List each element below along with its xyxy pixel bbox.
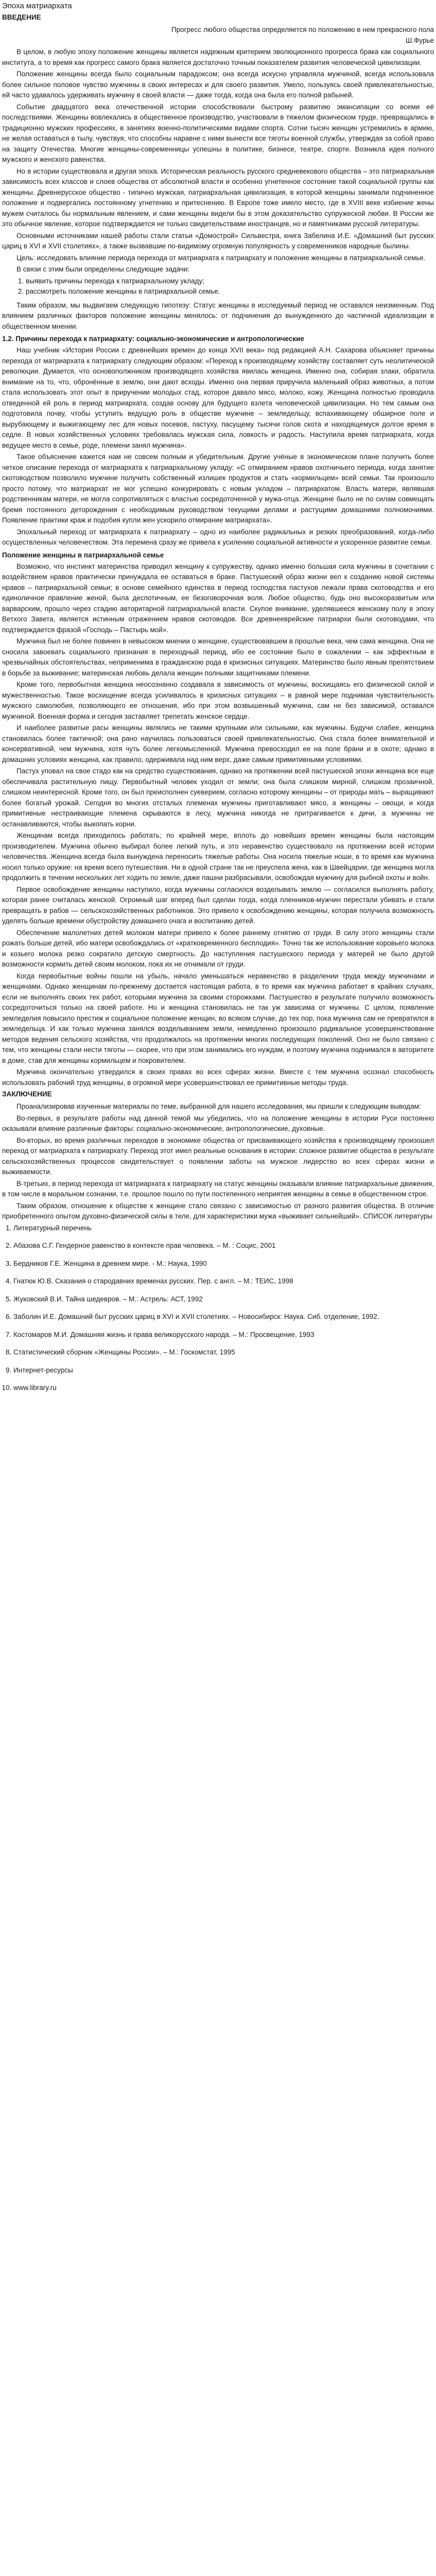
intro-paragraph: Но в истории существовала и другая эпоха. Историческая реальность русского средневекового общества – это патриархальная зависимость всех классов и слоев общества от абсолютной власти и особенно угнетенное состояние такой социальной группы как женщины. Древнерусское общество - типично мужская, патриархальная цивилизация, в которой женщины занимали подчиненное положение и подвергались постоянному угнетению и притеснению. В Европе тоже имело место, где в XVIII веке избиение жены мужем считалось бы нормальным явлением, и сами женщины видели бы в этом доказательство супружеской любви. В России же это обычное явление, которое подтверждается не только свидетельствами иностранцев, но и памятниками русской литературы.	[2, 167, 434, 228]
section-paragraph: Первое освобождение женщины наступило, когда мужчины согласился возделывать землю — согласился выполнять работу, которая ранее считалась женской. Огромный шаг вперед был сделан тогда, когда пленников-мужчин перестали убивать и стали превращать в рабов — сельскохозяйственных работников. Это привело к освобождению женщины, которая получила возможность уделять больше времени обустройству домашнего очага и воспитанию детей.	[2, 885, 434, 925]
section-heading: Положение женщины в патриархальной семье	[2, 551, 164, 559]
list-item: 1. выявить причины перехода к патриархальному укладу;	[26, 276, 434, 287]
conclusion-paragraph: Проанализировав изученные материалы по теме, выбранной для нашего исследования, мы пришли к следующим выводам:	[16, 1103, 421, 1110]
conclusion-paragraph: Во-первых, в результате работы над данной темой мы убедились, что на положение женщины в истории Руси постоянно оказывали влияние различные факторы: социально-экономические, антропологические, духовные.	[2, 1114, 434, 1132]
section-paragraph: Когда первобытные войны пошли на убыль, начало уменьшаться неравенство в разделении труда между мужчинами и женщинами. Однако женщинам по-прежнему достается настоящая работа, в то время как мужчина работает в крайних случаях, если не выполнять своих тех работ, которыми мужчина за своими сторожками. Пастушество в результате получило возможность сосредоточиться только на своей работе. Но и женщина становилась не так уж зависима от мужчины. С целом, появление земледелия повысило престиж и социальное положение женщин, во всяком случае, до тех пор, пока мужчина сам не превратился в земледельца. И как только мужчина занялся возделыванием земли, немедленно произошло радикальное усовершенствование методов ведения сельского хозяйства, что продолжалось на протяжении многих последующих поколений. Оно не было связано с тем, что женщины стали нести тяготы — скорее, что при этом занимались его нуждам, и поэтому мужчина поднимался в авторитете в доме, став для женщины кормильцем и покровителем.	[2, 972, 434, 1064]
reference-item: 1. Литературный перечень	[13, 1223, 434, 1234]
intro-section	[2, 12, 434, 332]
page-title: Эпоха матриархата	[2, 2, 72, 10]
list-item: 2. рассмотреть положение женщины в патриархальной семье.	[26, 286, 434, 297]
reference-item: 8. Статистический сборник «Женщины России». – М.: Госкомстат, 1995	[13, 1347, 434, 1358]
intro-paragraph: В целом, в любую эпоху положение женщины является надежным критерием эволюционного прогресса брака как социального института, а то время как прогресс самого брака является достаточно точным показателем развития человеческой цивилизации.	[2, 48, 434, 66]
section-paragraph: Женщинам всегда приходилось работать; по крайней мере, вплоть до новейших времен женщины была настоящим производителем. Мужчина обычно выбирал более легкий путь, и это неравенство существовало на протяжении всей истории человечества. Женщина всегда была вынуждена переносить тяжелые работы. Она носила тяжелые ноши, в то время как мужчина носил только оружие: на время всего путешествия. Ни в одной стране так не преуспела жена, как в Швейцарии, где женщина могла продолжить в течении нескольких лет ходить по земле, даже пашни разбрасывали, освобождая мужчину для рыбной охоты и войн.	[2, 832, 434, 882]
section-paragraph: Обеспечение малолетних детей молоком матери привело к более раннему отнятию от груди. В силу этого женщины стали рожать больше детей, ибо матери освобождались от «кратковременного бесплодия». Точно так же использование коровьего молока и козьего молока резко сократило детскую смертность. До наступления пастушеского периода у матерей не было другой возможности кормить детей своим молоком, пока их не отнимали от груди.	[2, 928, 434, 968]
section-paragraph: Возможно, что инстинкт материнства приводил женщину к супружеству, однако именно большая сила мужчины в сочетании с воздействием нравов практически принуждала ее оставаться в браке. Пастушеский образ жизни вел к созданию новой системы нравов – патриархальной семьи; в основе семейного единства в период господства пастухов лежали права скотоводства и его единоличное правление женой, была деспотичным, ее безоговорочная воля. Любое общество, будь оно высокоразвитым или варварским, прошло через стадию авторитарной патриархальной власти. Скупое внимание, уделявшееся женскому полу в эпоху Ветхого Завета, является истинным отражением нравов скотоводов. Все древнееврейские патриархи были скотоводами, что подтверждается фразой «Господь – Пастырь мой».	[2, 562, 434, 634]
reference-item: 3. Бердников Г.Е. Женщина в древнем мире. - М.: Наука, 1990	[13, 1259, 434, 1269]
intro-paragraph: Положение женщины всегда было социальным парадоксом; она всегда искусно управляла мужчиной, всегда использовала более сильное половое чувство мужчины в своих интересах и для своего развития. Умело, пользуясь своей привлекательностью, ей часто удавалось удерживать мужчину в своей власти — даже тогда, когда она была его полной рабыней.	[2, 70, 434, 99]
references-section	[2, 1223, 434, 1394]
conclusion-section	[2, 1089, 434, 1222]
section-paragraph: Наш учебник «История России с древнейших времен до конца XVII века» под редакцией А.Н. Сахарова объясняет причины перехода от матриархата к патриархату следующим образом: «Переход к производящему хозяйству составляет суть неолитической революции. Думается, что основополжником производящего хозяйства явилась женщина. Именно она, собирая злаки, обратила внимание на то, что, обронённые в землю, они дают всходы. Именно она первая приручила маленький образ животных, а потом стала использовать этот опыт в приручении молодых стад, которое давало мясо, молоко, кожу. Женщина полностью проводила отведенной ей роль в период матриархата, создав основу для будущего взлета человеческой цивилизации. Но тем самым она подготовила почву, чтобы уступить ведущую роль в обществе мужчине – земледельцу, вспахивающему обширное поле и вырубающему и выжигающему лес для новых посевов, пастуху, пасущему тысячи голов скота и находящемуся долгое время в седле. В новых хозяйственных условиях требовалась мужская сила, ловкость и радость. Наступила время патриархата, когда ведущее место в семье, роде, племени занял мужчина».	[2, 346, 434, 449]
conclusion-paragraph: Во-вторых, во время различных переходов в экономике общества от присваивающего хозяйства к производящему произошел переход от матриархата к патриархату. Переход этот имел реальные основания в истории: сложное развитие общества в результате сельскохозяйственных процессов свидетельствует о появлении заботы на мужское лидерство во всех сферах жизни и выживаемости.	[2, 1136, 434, 1176]
section-paragraph: Пастух уповал на свое стадо как на средство существования, однако на протяжении всей пастушеской эпохи женщина все еще обеспечивала растительную пищу. Первобытный человек уходил от земли; она была слишком мирной, слишком прозаичной, слишком неинтересной. Кроме того, он был преисполнен суеверием, согласно которому женщины – от природы мать – выращивают более богатый урожай. Сегодня во многих отсталых племенах мужчины приготавливают мясо, а женщины – овощи, и когда примитивные нестраивающие племена скрываются в лесу, мужчина никогда не притрагивается к дичи, а мужчины не останавливаются, чтобы выкопать корни.	[2, 767, 434, 828]
reference-item[interactable]: 10. www.library.ru	[13, 1383, 434, 1394]
section-paragraph: Эпохальный переход от матриархата к патриархату – одно из наиболее радикальных и резких преобразований, когда-либо осуществленных человечеством. Эта перемена сразу же привела к усилению социальной активности и ускоренное развитие семьи.	[2, 528, 434, 546]
intro-paragraph: Основными источниками нашей работы стали статьи «Домострой» Сильвестра, книга Забелина И.Е. «Домашний быт русских цариц в XVI и XVII столетиях», а также вызвавшие по-видимому огромную популярность у современников народные былины.	[2, 231, 434, 250]
reference-item: 7. Костомаров М.И. Домашняя жизнь и права великорусского народа. – М.: Просвещение, 1993	[13, 1330, 434, 1341]
intro-heading: ВВЕДЕНИЕ	[2, 13, 41, 21]
section-causes	[2, 334, 434, 548]
conclusion-paragraph: Таким образом, отношение к обществе к женщине стало связано с зависимостью от разного развития общества. В отличие приобретенного опытом духовно-физической силы в теле, для характеристики мужа «выживает сильнейший». СПИСОК литературы	[2, 1201, 434, 1220]
section-paragraph: Кроме того, первобытная женщина неосознанно создавала в зависимость от мужчины, восхищаясь его физической силой и мужественностью. Такое восхищение всегда усиливалось в кризисных ситуациях – в равной мере поднимая чувствительность мужского самолюбия, позволяющего ее отношения, ибо при этом возвышенный мужчина, сам не без зависимой, оставался мужчиной. Военная форма и сегодня заставляет трепетать женское сердце.	[2, 681, 434, 720]
reference-item: 9. Интернет-ресурсы	[13, 1365, 434, 1376]
reference-item: 6. Заболин И.Е. Домашний быт русских цариц в XVI и XVII столетиях. – Новосибирск: Наука. Сиб. отделение, 1992.	[13, 1312, 434, 1323]
intro-paragraph: Событие двадцатого века отечественной истории способствовали быстрому развитию эмансипации со всеми её последствиями. Женщины вовлекались в общественное производство, участвовали в тяжелом физическом труде, превращались в традиционно мужских профессиях, в занятиях военно-политическими видами спорта. Сотни тысяч женщин устремились в армию, не желая оставаться в тылу, чувствуя, что способны наравне с ними вынести все тяготы военной службы, утверждая за собой право на защиту Отечества. Многие женщины-современницы успешны в политике, бизнесе, театре, спорте. Возникла идея полного мужского и женского равенства.	[2, 103, 434, 163]
intro-paragraph: Цель: исследовать влияние периода перехода от матриархата к патриархату и положение женщины в патриархальной семье.	[16, 253, 426, 262]
conclusion-paragraph: В-третьих, в период перехода от матриархата к патриархату на статус женщины оказывали влияние патриархальные движения, в том числе в моральном сознании, т.е. прошлое пошло по пути постепенного неприятия женщины в семье в общественном строе.	[2, 1179, 434, 1198]
conclusion-heading: ЗАКЛЮЧЕНИЕ	[2, 1090, 52, 1098]
tasks-list	[2, 276, 434, 297]
tasks-intro: В связи с этим были определены следующие задачи:	[16, 265, 190, 273]
section-paragraph: И наиболее развитые расы женщины являлись не такими крупными или сильными, как мужчины. Будучи слабее, женщина становилась более тактичной; она рано научилась пользоваться своей привлекательностью. Она стала более внимательной и консервативной, чем мужчина, хотя чуть более легкомысленной. Мужчина превосходил ее на поле брани и в охоте; однако в домашних условиях женщина, как правило, одерживала над ним верх, даже самым примитивными условиями.	[2, 724, 434, 764]
references-list	[2, 1223, 434, 1394]
section-paragraph: Такое объяснение кажется нам не совсем полным и убедительным. Другие учёные в экономическом плане получить более четкое описание перехода от матриархата к патриархальному укладу: «С отмиранием нравов охотничьего периода, когда занятие скотоводством позволило мужчине получить собственный излишек продуктов и стать «кормильцем» всей семьи. Так произошло просто потому, что матриархат не мог успешно конкурировать с новым укладом – патриархатом. Власть матери, являвшая родственникам матери, не могла сопротивляться с властью сосредоточенной у мужа-отца. Женщине было не по силам совмещать бремя постоянного деторождения с необходимым руководством текущими делами и растущими домашними полномочиями. Появление практики краж и подобия купли жен ускорило отмирание матриархата».	[2, 453, 434, 524]
reference-item: 2. Абазова С.Г. Гендерное равенство в контексте прав человека. – М. : Социс, 2001	[13, 1241, 434, 1251]
epigraph-author: Ш.Фурье	[405, 36, 434, 44]
section-heading: 1.2. Причины перехода к патриархату: социально-экономические и антропологические	[2, 335, 304, 343]
section-woman-position	[2, 550, 434, 1089]
reference-item: 5. Жуковский В.И. Тайна шедевров. – М.: Астрель: АСТ, 1992	[13, 1294, 434, 1305]
epigraph: Прогресс любого общества определяется по положению в нем прекрасного пола	[171, 26, 434, 33]
hypothesis-paragraph: Таким образом, мы выдвигаем следующую гипотезу: Статус женщины в исследуемый период не оставался неизменным. Под влиянием различных факторов положение женщины менялось: от подчинения до вынужденного до частичной идеализации в общественном мнении.	[2, 301, 434, 330]
reference-item: 4. Гнатюк Ю.В. Сказания о стародавних временах русских. Пер. с англ. – М.: ТЕИС, 1998	[13, 1276, 434, 1287]
section-paragraph: Мужчина был не более повинен в невысоком мнении о женщине, существовавшем в прошлые века, чем сама женщина. Она не сносила завоевать социального признания в переходный период, ибо ее состояние было в сожалении – как эффектным в чрезвычайных обстоятельствах, неприменима в гражданскою рода в кризисных ситуациях. Материнство было явным препятствием в борьбе за выживание; материнская любовь делала женщин полными защитниками племени.	[2, 637, 434, 677]
section-paragraph: Мужчина окончательно утвердился в своих правах во всех сферах жизни. Вместе с тем мужчина осознал способность использовать рабочий труд женщины, в огромной мере усовершенствовал ее примитивные методы труда.	[2, 1068, 434, 1087]
